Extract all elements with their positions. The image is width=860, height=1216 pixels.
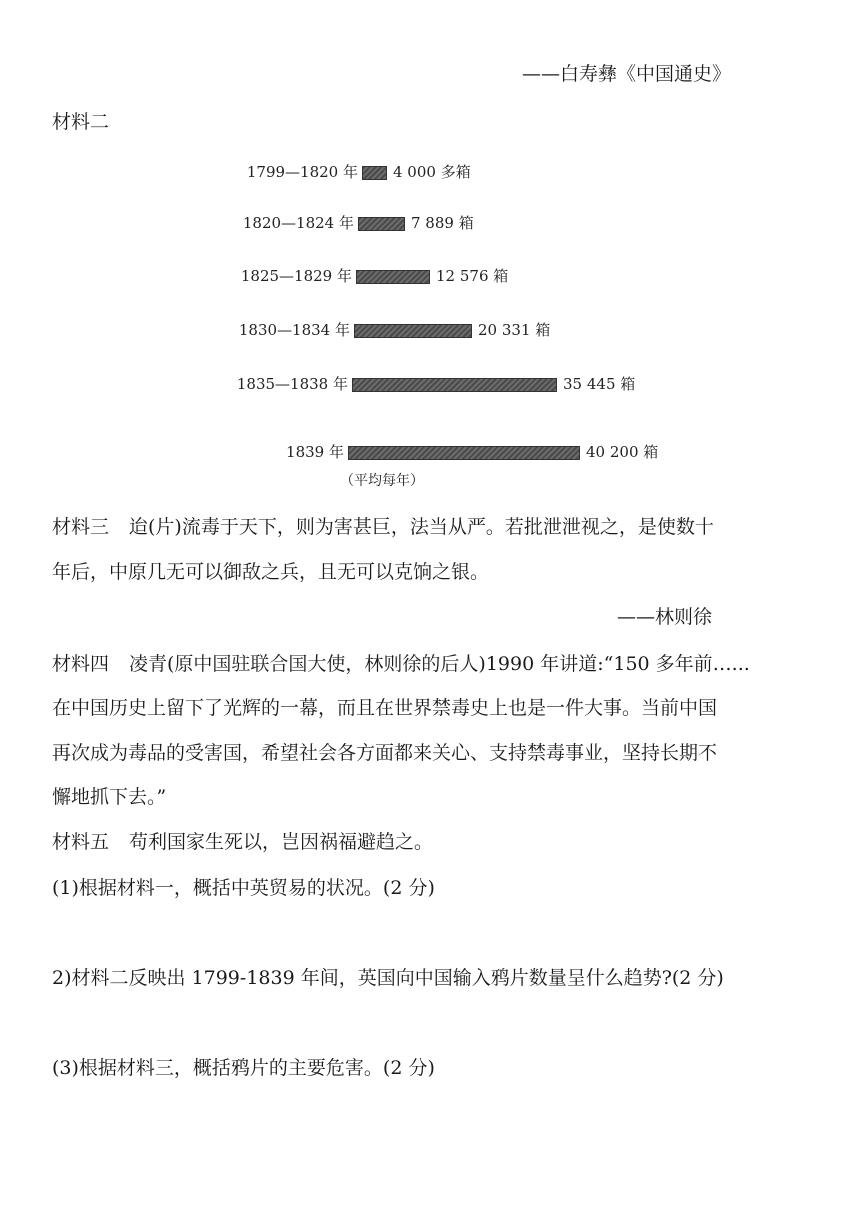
chart-category-label: 1830—1834 年	[238, 321, 350, 339]
material5-text: 苟利国家生死以，岂因祸福避趋之。	[129, 831, 434, 853]
chart-bar	[362, 166, 387, 180]
chart-row	[0, 372, 860, 396]
chart-row	[0, 264, 860, 288]
chart-category-label: 1835—1838 年	[236, 375, 348, 393]
citation-linzexu: ——林则徐	[617, 606, 713, 628]
chart-bar	[358, 217, 405, 231]
chart-note: （平均每年）	[340, 473, 424, 489]
material5-label: 材料五	[52, 831, 110, 853]
chart-category-label: 1799—1820 年	[246, 163, 358, 181]
chart-row	[0, 160, 860, 184]
material2-label: 材料二	[52, 111, 110, 133]
material3-line2: 年后，中原几无可以御敌之兵，且无可以克饷之银。	[52, 561, 490, 583]
chart-value-label: 4 000 多箱	[393, 163, 471, 181]
question-2: 2)材料二反映出 1799-1839 年间，英国向中国输入鸦片数量呈什么趋势?(2 分)	[52, 967, 724, 989]
chart-bar	[354, 324, 472, 338]
material4-line4: 懈地抓下去。”	[52, 786, 167, 808]
material4-line3: 再次成为毒品的受害国，希望社会各方面都来关心、支持禁毒事业，坚持长期不	[52, 742, 718, 764]
chart-bar	[348, 446, 580, 460]
chart-category-label: 1825—1829 年	[240, 267, 352, 285]
chart-value-label: 20 331 箱	[478, 321, 551, 339]
material5-line	[52, 830, 433, 854]
material4-text-1: 凌青(原中国驻联合国大使，林则徐的后人)1990 年讲道:“150 多年前…...	[129, 653, 750, 675]
chart-category-label: 1839 年	[286, 443, 344, 461]
citation-baishouyi: ——白寿彝《中国通史》	[522, 63, 732, 85]
chart-row	[0, 440, 860, 464]
chart-value-label: 12 576 箱	[436, 267, 509, 285]
material4-line1	[52, 652, 750, 676]
chart-value-label: 7 889 箱	[411, 214, 474, 232]
question-3: (3)根据材料三，概括鸦片的主要危害。(2 分)	[52, 1057, 435, 1079]
material3-line1	[52, 515, 714, 539]
material4-label: 材料四	[52, 653, 110, 675]
chart-row	[0, 318, 860, 342]
chart-category-label: 1820—1824 年	[242, 214, 354, 232]
chart-row	[0, 211, 860, 235]
question-1: (1)根据材料一，概括中英贸易的状况。(2 分)	[52, 877, 435, 899]
material4-line2: 在中国历史上留下了光辉的一幕，而且在世界禁毒史上也是一件大事。当前中国	[52, 697, 718, 719]
chart-value-label: 40 200 箱	[586, 443, 659, 461]
material3-text-1: 迨(片)流毒于天下，则为害甚巨，法当从严。若批泄泄视之，是使数十	[129, 516, 714, 538]
chart-value-label: 35 445 箱	[563, 375, 636, 393]
chart-bar	[356, 270, 430, 284]
chart-bar	[352, 378, 557, 392]
material3-label: 材料三	[52, 516, 110, 538]
